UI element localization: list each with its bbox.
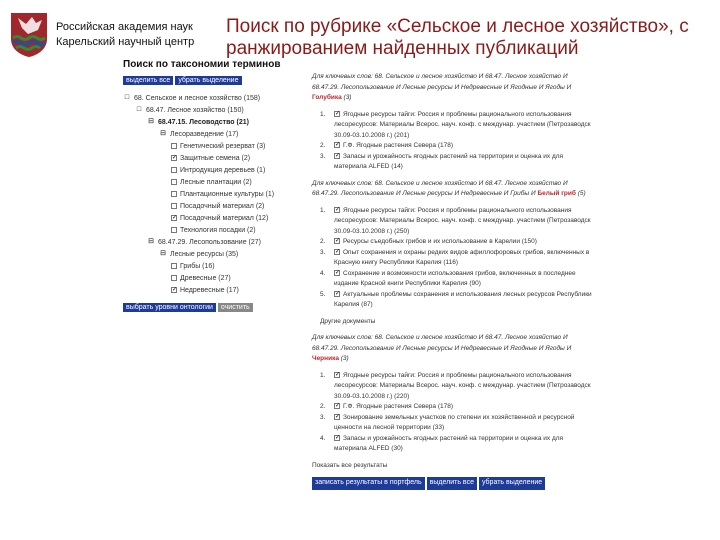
- checkbox[interactable]: ✓: [335, 238, 341, 245]
- tree-item-label: Посадочный материал (12): [180, 215, 269, 222]
- expand-toggle-icon[interactable]: ⊟: [148, 238, 154, 246]
- org-line-1: Российская академия наук: [56, 21, 193, 33]
- clear-button[interactable]: очистить: [218, 303, 253, 312]
- search-results: [312, 72, 592, 490]
- tree-item[interactable]: [123, 285, 303, 297]
- checkbox[interactable]: ✓: [335, 142, 341, 149]
- result-item: [312, 248, 592, 269]
- organization-name: [56, 20, 194, 50]
- item-number: 4.: [320, 434, 326, 442]
- tree-item-label: Технология посадки (2): [180, 227, 256, 234]
- publication-link[interactable]: Зонирование земельных участков по степени их хозяйственной и ресурсной ценности на лесной территории (33): [334, 413, 575, 431]
- checkbox[interactable]: ✓: [335, 413, 341, 420]
- publication-link[interactable]: Ягодные ресурсы тайги: Россия и проблемы рационального использования лесоресурсов: Материалы Всерос. науч. конф. с междунар. участием (Петрозаводск 30.09-03.10.2008 г.) (250): [334, 206, 591, 235]
- result-count: (5): [577, 190, 586, 197]
- result-item: [312, 110, 592, 142]
- keywords-line: [312, 179, 592, 200]
- result-item: [312, 290, 592, 311]
- tree-item-label: 68. Сельское и лесное хозяйство (158): [134, 95, 261, 102]
- publication-link[interactable]: Запасы и урожайность ягодных растений на территории и оценка их для материала ALFED (30): [334, 434, 564, 452]
- save-to-portfolio-button[interactable]: записать результаты в портфель: [312, 477, 425, 490]
- publication-link[interactable]: Г.Ф. Ягодные растения Севера (178): [343, 403, 454, 410]
- keywords-line: [312, 72, 592, 104]
- checkbox[interactable]: ✓: [335, 110, 341, 117]
- checkbox[interactable]: [171, 275, 177, 281]
- item-number: 1.: [320, 371, 326, 379]
- tree-item-label: 68.47. Лесное хозяйство (150): [146, 107, 244, 114]
- checkbox[interactable]: ✓: [172, 155, 178, 162]
- result-group: [312, 179, 592, 328]
- publication-link[interactable]: Ресурсы съедобных грибов и их использование в Карелии (150): [343, 238, 537, 245]
- expand-toggle-icon[interactable]: □: [136, 106, 142, 114]
- checkbox[interactable]: ✓: [335, 248, 341, 255]
- tree-item[interactable]: [123, 93, 303, 105]
- keywords-text: Для ключевых слов: 68. Сельское и лесное хозяйство И 68.47. Лесное хозяйство И 68.47.29. Лесопользование И Лесные ресурсы И Недревесные И Ягодные И Ягоды И: [312, 334, 572, 352]
- checkbox[interactable]: [171, 203, 177, 209]
- result-item: [312, 402, 592, 413]
- tree-item[interactable]: [123, 249, 303, 261]
- taxonomy-heading: Поиск по таксономии терминов: [123, 59, 281, 70]
- checkbox[interactable]: ✓: [335, 206, 341, 213]
- item-number: 5.: [320, 290, 326, 298]
- checkbox[interactable]: [171, 227, 177, 233]
- checkbox[interactable]: [171, 167, 177, 173]
- expand-toggle-icon[interactable]: ⊟: [160, 130, 166, 138]
- tree-item-label: 68.47.29. Лесопользование (27): [158, 239, 261, 246]
- item-number: 2.: [320, 142, 326, 149]
- keywords-text: Для ключевых слов: 68. Сельское и лесное хозяйство И 68.47. Лесное хозяйство И 68.47.29. Лесопользование И Лесные ресурсы И Недревесные И Грибы И: [312, 179, 568, 197]
- tree-item[interactable]: [123, 117, 303, 129]
- checkbox[interactable]: [171, 179, 177, 185]
- tree-item-label: Генетический резерват (3): [180, 143, 266, 150]
- tree-item[interactable]: [123, 141, 303, 153]
- checkbox[interactable]: ✓: [335, 434, 341, 441]
- publication-link[interactable]: Г.Ф. Ягодные растения Севера (178): [343, 142, 454, 149]
- keywords-text: Для ключевых слов: 68. Сельское и лесное хозяйство И 68.47. Лесное хозяйство И 68.47.29. Лесопользование И Лесные ресурсы И Недревесные И Ягодные И Ягоды И: [312, 73, 572, 91]
- checkbox[interactable]: ✓: [172, 287, 178, 294]
- item-number: 1.: [320, 110, 326, 118]
- tree-item[interactable]: [123, 201, 303, 213]
- item-number: 3.: [320, 413, 326, 421]
- tree-item-label: Недревесные (17): [180, 287, 239, 294]
- result-count: (3): [340, 355, 349, 362]
- tree-item-label: Грибы (16): [180, 263, 215, 270]
- search-term-link[interactable]: Белый гриб: [537, 190, 576, 197]
- item-number: 3.: [320, 248, 326, 256]
- tree-item[interactable]: [123, 189, 303, 201]
- publication-link[interactable]: Сохранение и возможности использования грибов, включенных в последнее издание Красной книги Республики Карелия (90): [334, 269, 576, 287]
- checkbox[interactable]: ✓: [172, 215, 178, 222]
- search-term-link[interactable]: Голубика: [312, 94, 342, 101]
- tree-item[interactable]: [123, 261, 303, 273]
- rас-krc-logo: [10, 12, 48, 58]
- tree-item[interactable]: [123, 105, 303, 117]
- result-item: [312, 237, 592, 248]
- publication-link[interactable]: Опыт сохранения и охраны редких видов афиллофоровых грибов, включенных в Красную книгу Республики Карелия (116): [334, 248, 590, 266]
- result-list: [312, 371, 592, 455]
- checkbox[interactable]: [171, 263, 177, 269]
- search-term-link[interactable]: Черника: [312, 355, 339, 362]
- tree-item-label: Лесные плантации (2): [180, 179, 252, 186]
- tree-item[interactable]: [123, 237, 303, 249]
- result-item: [312, 152, 592, 173]
- result-item: [312, 371, 592, 403]
- results-footer: [312, 461, 592, 490]
- result-group: [312, 333, 592, 455]
- checkbox[interactable]: ✓: [335, 371, 341, 378]
- slide-title: Поиск по рубрике «Сельское и лесное хозяйство», с ранжированием найденных публикаций: [226, 16, 689, 59]
- choose-ontology-levels-button[interactable]: выбрать уровни онтологии: [123, 303, 216, 312]
- tree-item[interactable]: [123, 273, 303, 285]
- expand-toggle-icon[interactable]: □: [124, 94, 130, 102]
- checkbox[interactable]: ✓: [335, 152, 341, 159]
- tree-item[interactable]: [123, 165, 303, 177]
- result-item: [312, 206, 592, 238]
- checkbox[interactable]: [171, 143, 177, 149]
- item-number: 2.: [320, 238, 326, 245]
- publication-link[interactable]: Ягодные ресурсы тайги: Россия и проблемы рационального использования лесоресурсов: Материалы Всерос. науч. конф. с междунар. участием (Петрозаводск 30.09-03.10.2008 г.) (201): [334, 110, 591, 139]
- keywords-line: [312, 333, 592, 365]
- other-documents-link[interactable]: Другие документы: [320, 317, 376, 325]
- taxonomy-tree: [123, 93, 303, 297]
- org-line-2: Карельский научный центр: [56, 36, 195, 48]
- tree-item-label: Лесоразведение (17): [170, 131, 239, 138]
- result-item: [312, 434, 592, 455]
- select-all-button[interactable]: выделить все: [123, 76, 173, 85]
- tree-item-label: 68.47.15. Лесоводство (21): [158, 119, 249, 126]
- tree-item[interactable]: [123, 129, 303, 141]
- tree-item[interactable]: [123, 177, 303, 189]
- tree-item-label: Древесные (27): [180, 275, 231, 282]
- tree-item[interactable]: [123, 153, 303, 165]
- tree-item-label: Лесные ресурсы (35): [170, 251, 239, 258]
- result-item: [312, 413, 592, 434]
- result-list: [312, 206, 592, 311]
- tree-item[interactable]: [123, 225, 303, 237]
- publication-link[interactable]: Актуальные проблемы сохранения и использования лесных ресурсов Республики Карелия (87): [334, 290, 592, 308]
- result-item: [312, 141, 592, 152]
- item-number: 2.: [320, 403, 326, 410]
- expand-toggle-icon[interactable]: ⊟: [148, 118, 154, 126]
- result-group: [312, 72, 592, 173]
- result-count: (3): [343, 94, 352, 101]
- select-all-results-button[interactable]: выделить все: [427, 477, 477, 490]
- checkbox[interactable]: [171, 191, 177, 197]
- clear-results-selection-button[interactable]: убрать выделение: [479, 477, 545, 490]
- clear-selection-button[interactable]: убрать выделение: [175, 76, 241, 85]
- tree-item-label: Посадочный материал (2): [180, 203, 265, 210]
- tree-item-label: Защитные семена (2): [180, 155, 251, 162]
- tree-item-label: Интродукция деревьев (1): [180, 167, 266, 174]
- checkbox[interactable]: ✓: [335, 290, 341, 297]
- publication-link[interactable]: Ягодные ресурсы тайги: Россия и проблемы рационального использования лесоресурсов: Материалы Всерос. науч. конф. с междунар. участием (Петрозаводск 30.09-03.10.2008 г.) (220): [334, 371, 591, 400]
- item-number: 1.: [320, 206, 326, 214]
- tree-item[interactable]: [123, 213, 303, 225]
- taxonomy-panel: [123, 76, 303, 312]
- result-list: [312, 110, 592, 173]
- show-all-results-link[interactable]: Показать все результаты: [312, 461, 388, 469]
- tree-item-label: Плантационные культуры (1): [180, 191, 275, 198]
- checkbox[interactable]: ✓: [335, 403, 341, 410]
- result-item: [312, 269, 592, 290]
- item-number: 4.: [320, 269, 326, 277]
- checkbox[interactable]: ✓: [335, 269, 341, 276]
- expand-toggle-icon[interactable]: ⊟: [160, 250, 166, 258]
- publication-link[interactable]: Запасы и урожайность ягодных растений на территории и оценка их для материала ALFED (14): [334, 152, 564, 170]
- item-number: 3.: [320, 152, 326, 160]
